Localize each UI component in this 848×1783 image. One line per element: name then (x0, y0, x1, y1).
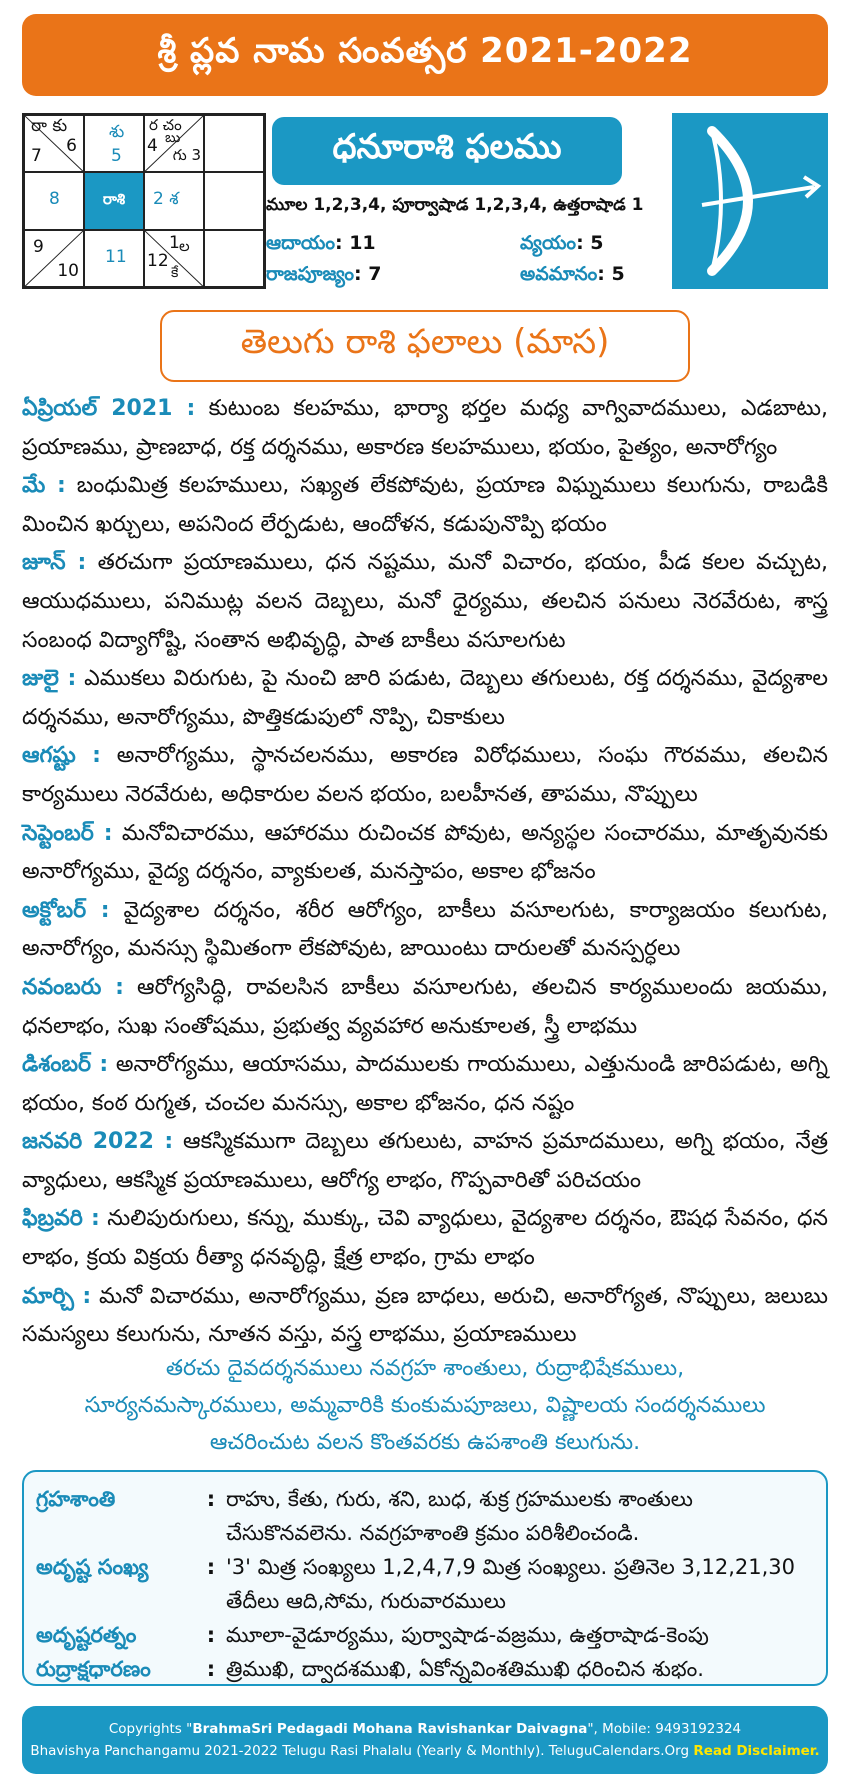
month-text: మనోవిచారము, ఆహారము రుచించక పోవుట, అన్యస్థల సంచారము, మాతృవునకు అనారోగ్యము, వైద్య దర్శనం, వ్యాకులత, మనస్తాపం, అకాల భోజనం (22, 820, 828, 885)
month-name: ఫిబ్రవరి : (22, 1206, 100, 1232)
month-name: జులై : (22, 666, 77, 692)
chart-cell-extra-3 (204, 230, 264, 287)
month-name: అక్టోబర్ : (22, 897, 110, 923)
month-entry (22, 815, 828, 892)
stat-label: రాజపూజ్యం (266, 263, 355, 285)
month-entry (22, 1200, 828, 1277)
month-name: మే : (22, 473, 66, 499)
chart-text: బు (165, 130, 181, 146)
month-entry (22, 1278, 828, 1355)
month-entry (22, 892, 828, 969)
month-text: అనారోగ్యము, ఆయాసము, పాదములకు గాయములు, ఎత్తునుండి జారిపడుట, అగ్ని భయం, కంఠ రుగ్మత, చంచల మనస్సు, అకాల భోజనం, ధన నష్టం (22, 1052, 828, 1116)
nakshatra-line: మూల 1,2,3,4, పూర్వాషాడ 1,2,3,4, ఉత్తరాషాడ 1 (266, 195, 644, 215)
chart-text: 9 (33, 236, 44, 257)
month-text: తరచుగా ప్రయాణములు, ధన నష్టము, మనో విచారం, భయం, పీడ కలల వచ్చుట, ఆయుధములు, పనిముట్ల వలన దెబ్బలు, మనో ధైర్యము, తలచిన పనులు నెరవేరుట, శాస్త్ర సంబంధ విద్యాగోష్టి, సంతాన అభివృద్ధి, పాత బాకీలు వసూలగుట (22, 550, 828, 653)
stat-avamanam (520, 263, 625, 290)
chart-text: 4 (147, 136, 158, 156)
chart-text: 10 (57, 260, 79, 281)
info-line: తేదీలు ఆది,సోమ, గురువారములు (226, 1589, 506, 1613)
month-text: ఆరోగ్యసిద్ధి, రావలసిన బాకీలు వసూలగుట, తలచిన కార్యములందు జయము, ధనలాభం, సుఖ సంతోషము, ప్రభుత్వ వ్యవహార అనుకూలత, స్త్రీ లాభము (22, 974, 828, 1039)
chart-center: రాశి (84, 172, 144, 229)
stat-value: : 11 (335, 232, 376, 254)
info-row-lucky-gem (36, 1618, 814, 1652)
month-text: వైద్యశాల దర్శనం, శరీర ఆరోగ్యం, బాకీలు వసూలగుట, కార్యాజయం కలుగుట, అనారోగ్యం, మనస్సు స్థిమితంగా లేకపోవుట, జాయింటు దారులతో మనస్పర్ధలు (22, 897, 828, 962)
info-row-grahashanti (36, 1482, 814, 1550)
info-key: రుద్రాక్షధారణం (36, 1657, 151, 1681)
month-entry (22, 544, 828, 660)
month-name: మార్చి : (22, 1283, 92, 1309)
info-line: రాహు, కేతు, గురు, శని, బుధ, శుక్ర గ్రహములకు శాంతులు (226, 1487, 693, 1511)
chart-cell-11 (144, 230, 204, 287)
chart-text: కే (171, 264, 179, 281)
chart-cell-4 (24, 172, 84, 229)
stat-label: ఆదాయం (266, 232, 335, 254)
footer-site (30, 1740, 819, 1762)
stat-value: : 5 (597, 263, 625, 285)
sagittarius-logo (672, 113, 828, 289)
chart-text: గు 3 (172, 146, 201, 164)
chart-cell-extra-1 (204, 115, 264, 172)
stat-label: వ్యయం (520, 232, 577, 254)
info-value (226, 1482, 814, 1550)
info-row-rudraksha (36, 1652, 814, 1686)
stat-aadaayam (266, 232, 376, 259)
month-name: నవంబరు : (22, 974, 124, 1000)
month-name: జూన్ : (22, 550, 87, 576)
stat-label: అవమానం (520, 263, 598, 285)
chart-cell-2 (84, 115, 144, 172)
info-line: మూలా-వైడూర్యము, పుర్వాషాడ-వజ్రము, ఉత్తరాషాడ-కెంపు (226, 1623, 709, 1647)
info-key: అదృష్ట సంఖ్య (36, 1555, 149, 1579)
remedy-line: ఆచరించుట వలన కొంతవరకు ఉపశాంతి కలుగును. (209, 1430, 641, 1455)
chart-text: ల (179, 236, 190, 255)
info-colon: : (206, 1555, 216, 1579)
month-text: కుటుంబ కలహము, భార్యా భర్తల మధ్య వాగ్వివాదములు, ఎడబాటు, ప్రయాణము, ప్రాణబాధ, రక్త దర్శనము, అకారణ కలహములు, భయం, పైత్యం, అనారోగ్యం (22, 396, 828, 460)
month-text: అనారోగ్యము, స్థానచలనము, అకారణ విరోధములు, సంఘ గౌరవము, తలచిన కార్యములు నెరవేరుట, అధికారుల వలన భయం, బలహీనత, తాపము, నొప్పులు (22, 743, 829, 807)
remedy-line: తరచు దైవదర్శనములు నవగ్రహ శాంతులు, రుద్రాభిషేకములు, (165, 1356, 685, 1381)
info-colon: : (206, 1623, 216, 1647)
info-key: గ్రహశాంతి (36, 1487, 116, 1511)
month-entry (22, 390, 828, 467)
chart-cell-6 (144, 172, 204, 229)
rasi-chart (22, 113, 266, 289)
info-key: అదృష్టరత్నం (36, 1623, 137, 1647)
chart-text: 1 (169, 232, 180, 253)
info-colon: : (206, 1487, 216, 1511)
remedy-text (22, 1350, 828, 1461)
footer-text: ", Mobile: 9493192324 (587, 1721, 742, 1737)
info-value (226, 1618, 814, 1652)
month-entry (22, 737, 828, 814)
footer (22, 1706, 828, 1774)
footer-text: Copyrights " (108, 1721, 193, 1737)
month-entry (22, 1046, 828, 1123)
chart-text: రా కు (31, 116, 68, 136)
month-name: సెప్టెంబర్ : (22, 820, 113, 846)
info-row-lucky-number (36, 1550, 814, 1618)
info-value (226, 1550, 814, 1618)
month-name: ఆగష్టు : (22, 743, 101, 769)
stat-vyayam (520, 232, 604, 259)
stat-value: : 5 (576, 232, 604, 254)
info-line: త్రిముఖి, ద్వాదశముఖి, ఏకోన్నవింశతిముఖి ధరించిన శుభం. (226, 1657, 704, 1681)
info-line: '3' మిత్ర సంఖ్యలు 1,2,4,7,9 మిత్ర సంఖ్యలు. ప్రతినెల 3,12,21,30 (226, 1555, 796, 1579)
info-value (226, 1652, 814, 1686)
stat-value: : 7 (354, 263, 382, 285)
info-line: చేసుకొనవలెను. నవగ్రహశాంతి క్రమం పరిశీలించండి. (226, 1521, 640, 1545)
chart-text: 12 (147, 250, 169, 271)
month-name: జనవరి 2022 : (22, 1129, 174, 1155)
monthly-predictions (22, 390, 828, 1355)
month-text: బంధుమిత్ర కలహములు, సఖ్యత లేకపోవుట, ప్రయాణ విఘ్నములు కలుగును, రాబడికి మించిన ఖర్చులు, అపనింద లేర్పడుట, ఆందోళన, కడుపునొప్పి భయం (22, 473, 828, 537)
chart-cell-3 (144, 115, 204, 172)
month-entry (22, 969, 828, 1046)
month-text: ఆకస్మికముగా దెబ్బలు తగులుట, వాహన ప్రమాదములు, అగ్ని భయం, నేత్ర వ్యాధులు, ఆకస్మిక ప్రయాణములు, ఆరోగ్య లాభం, గొప్పవారితో పరిచయం (22, 1129, 828, 1193)
month-entry (22, 1123, 828, 1200)
month-entry (22, 660, 828, 737)
footer-copyright (109, 1718, 741, 1740)
chart-text: ర చం (149, 116, 182, 134)
chart-text: 2 శ (153, 189, 179, 210)
chart-cell-extra-2 (204, 172, 264, 229)
chart-cell-9 (24, 230, 84, 287)
chart-text: శు (109, 122, 125, 142)
chart-text: 5 (111, 146, 122, 166)
month-text: మనో విచారము, అనారోగ్యము, వ్రణ బాధలు, అరుచి, అనారోగ్యత, నొప్పులు, జలుబు సమస్యలు కలుగును, నూతన వస్తు, వస్త్ర లాభము, ప్రయాణములు (22, 1283, 828, 1348)
month-name: డిశంబర్ : (22, 1052, 109, 1078)
info-colon: : (206, 1657, 216, 1681)
read-disclaimer-link[interactable]: Read Disclaimer. (693, 1743, 820, 1759)
month-entry (22, 467, 828, 544)
month-text: నులిపురుగులు, కన్ను, ముక్కు, చెవి వ్యాధులు, వైద్యశాల దర్శనం, ఔషధ సేవనం, ధన లాభం, క్రయ విక్రయ రీత్యా ధనవృద్ధి, క్షేత్ర లాభం, గ్రామ లాభం (22, 1206, 828, 1271)
chart-cell-1 (24, 115, 84, 172)
month-name: ఏప్రియల్ 2021 : (22, 396, 196, 421)
chart-text: 11 (105, 246, 127, 267)
footer-author: BrahmaSri Pedagadi Mohana Ravishankar Daivagna (192, 1721, 588, 1737)
info-box (22, 1470, 828, 1686)
chart-text: 6 (66, 136, 77, 156)
chart-cell-10 (84, 230, 144, 287)
remedy-line: సూర్యనమస్కారములు, అమ్మవారికి కుంకుమపూజలు, విష్ణాలయ సందర్శనములు (84, 1393, 766, 1418)
month-text: ఎముకలు విరుగుట, పై నుంచి జారి పడుట, దెబ్బలు తగులుట, రక్త దర్శనము, వైద్యశాల దర్శనము, అనారోగ్యము, పొత్తికడుపులో నొప్పి, చికాకులు (22, 666, 828, 730)
chart-text: 7 (31, 146, 42, 166)
chart-text: 8 (49, 189, 60, 210)
stat-rajapujyam (266, 263, 381, 290)
year-banner: శ్రీ ప్లవ నామ సంవత్సర 2021-2022 (22, 14, 828, 96)
footer-text: Bhavishya Panchangamu 2021-2022 Telugu Rasi Phalalu (Yearly & Monthly). TeluguCalendars.Org (30, 1743, 694, 1759)
monthly-subtitle: తెలుగు రాశి ఫలాలు (మాస) (160, 310, 690, 382)
rasi-title: ధనూరాశి ఫలము (272, 117, 622, 185)
